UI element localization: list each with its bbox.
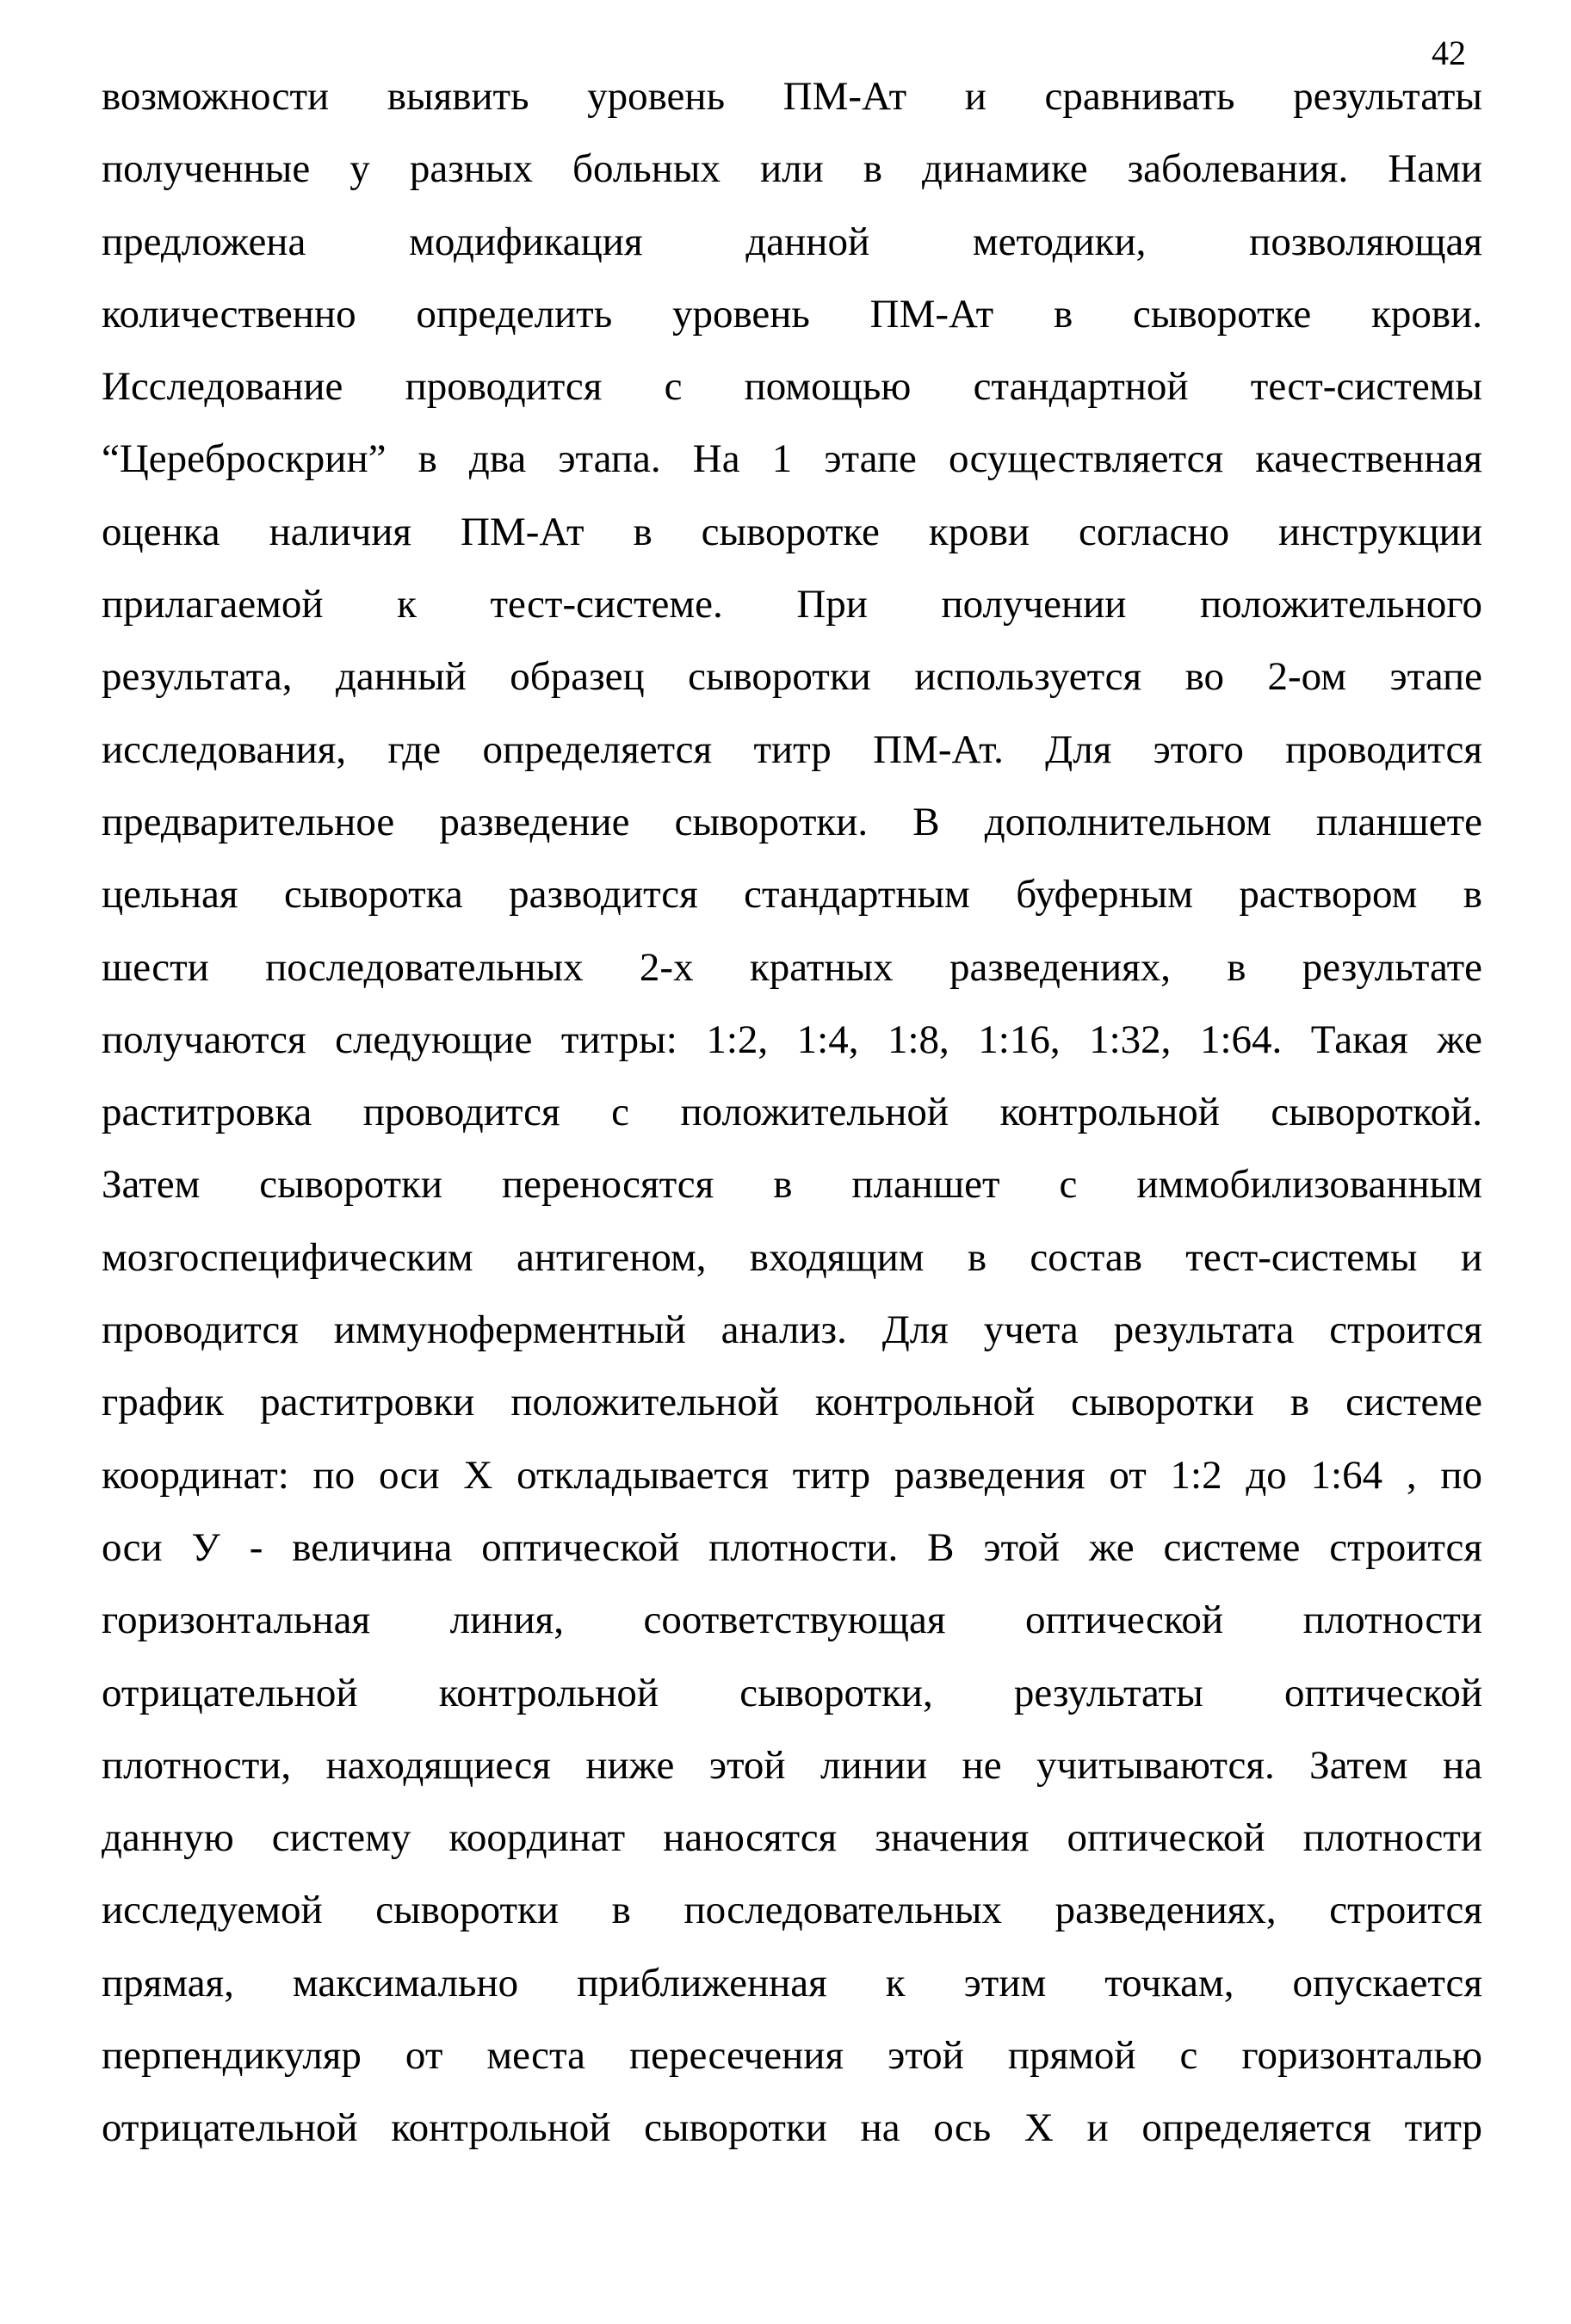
text-line: цельная сыворотка разводится стандартным буферным раствором в — [102, 872, 1482, 918]
text-line: данную систему координат наносятся значения оптической плотности — [102, 1815, 1482, 1861]
page-number: 42 — [1432, 34, 1466, 72]
text-line: мозгоспецифическим антигеном, входящим в состав тест-системы и — [102, 1234, 1482, 1280]
text-line: исследования, где определяется титр ПМ-Ат. Для этого проводится — [102, 726, 1482, 772]
text-line: отрицательной контрольной сыворотки, результаты оптической — [102, 1670, 1482, 1715]
text-line: предложена модификация данной методики, позволяющая — [102, 219, 1482, 264]
text-line: Затем сыворотки переносятся в планшет с иммобилизованным — [102, 1162, 1482, 1208]
text-line: координат: по оси Х откладывается титр разведения от 1:2 до 1:64 , по — [102, 1452, 1482, 1498]
text-line: прямая, максимально приближенная к этим точкам, опускается — [102, 1960, 1482, 2006]
text-line: возможности выявить уровень ПМ-Ат и сравнивать результаты — [102, 74, 1482, 119]
text-line: предварительное разведение сыворотки. В дополнительном планшете — [102, 799, 1482, 844]
text-line: получаются следующие титры: 1:2, 1:4, 1:8, 1:16, 1:32, 1:64. Такая же — [102, 1017, 1482, 1062]
text-line: прилагаемой к тест-системе. При получении положительного — [102, 582, 1482, 627]
text-line: результата, данный образец сыворотки используется во 2-ом этапе — [102, 654, 1482, 700]
text-line: количественно определить уровень ПМ-Ат в сыворотке крови. — [102, 291, 1482, 337]
text-line: плотности, находящиеся ниже этой линии не учитываются. Затем на — [102, 1742, 1482, 1788]
text-line: полученные у разных больных или в динамике заболевания. Нами — [102, 146, 1482, 192]
text-line: проводится иммуноферментный анализ. Для учета результата строится — [102, 1307, 1482, 1353]
text-line: шести последовательных 2-х кратных разведениях, в результате — [102, 944, 1482, 990]
text-line: “Цереброскрин” в два этапа. На 1 этапе осуществляется качественная — [102, 436, 1482, 482]
body-text — [102, 72, 1482, 2177]
text-line: оси У - величина оптической плотности. В этой же системе строится — [102, 1524, 1482, 1570]
text-line: горизонтальная линия, соответствующая оптической плотности — [102, 1598, 1482, 1643]
text-line: оценка наличия ПМ-Ат в сыворотке крови согласно инструкции — [102, 509, 1482, 554]
text-line: перпендикуляр от места пересечения этой прямой с горизонталью — [102, 2033, 1482, 2079]
text-line: отрицательной контрольной сыворотки на ось Х и определяется титр — [102, 2105, 1482, 2151]
text-line: Исследование проводится с помощью стандартной тест-системы — [102, 364, 1482, 410]
text-line: раститровка проводится с положительной контрольной сывороткой. — [102, 1090, 1482, 1135]
text-line: график раститровки положительной контрольной сыворотки в системе — [102, 1380, 1482, 1425]
text-line: исследуемой сыворотки в последовательных разведениях, строится — [102, 1888, 1482, 1933]
